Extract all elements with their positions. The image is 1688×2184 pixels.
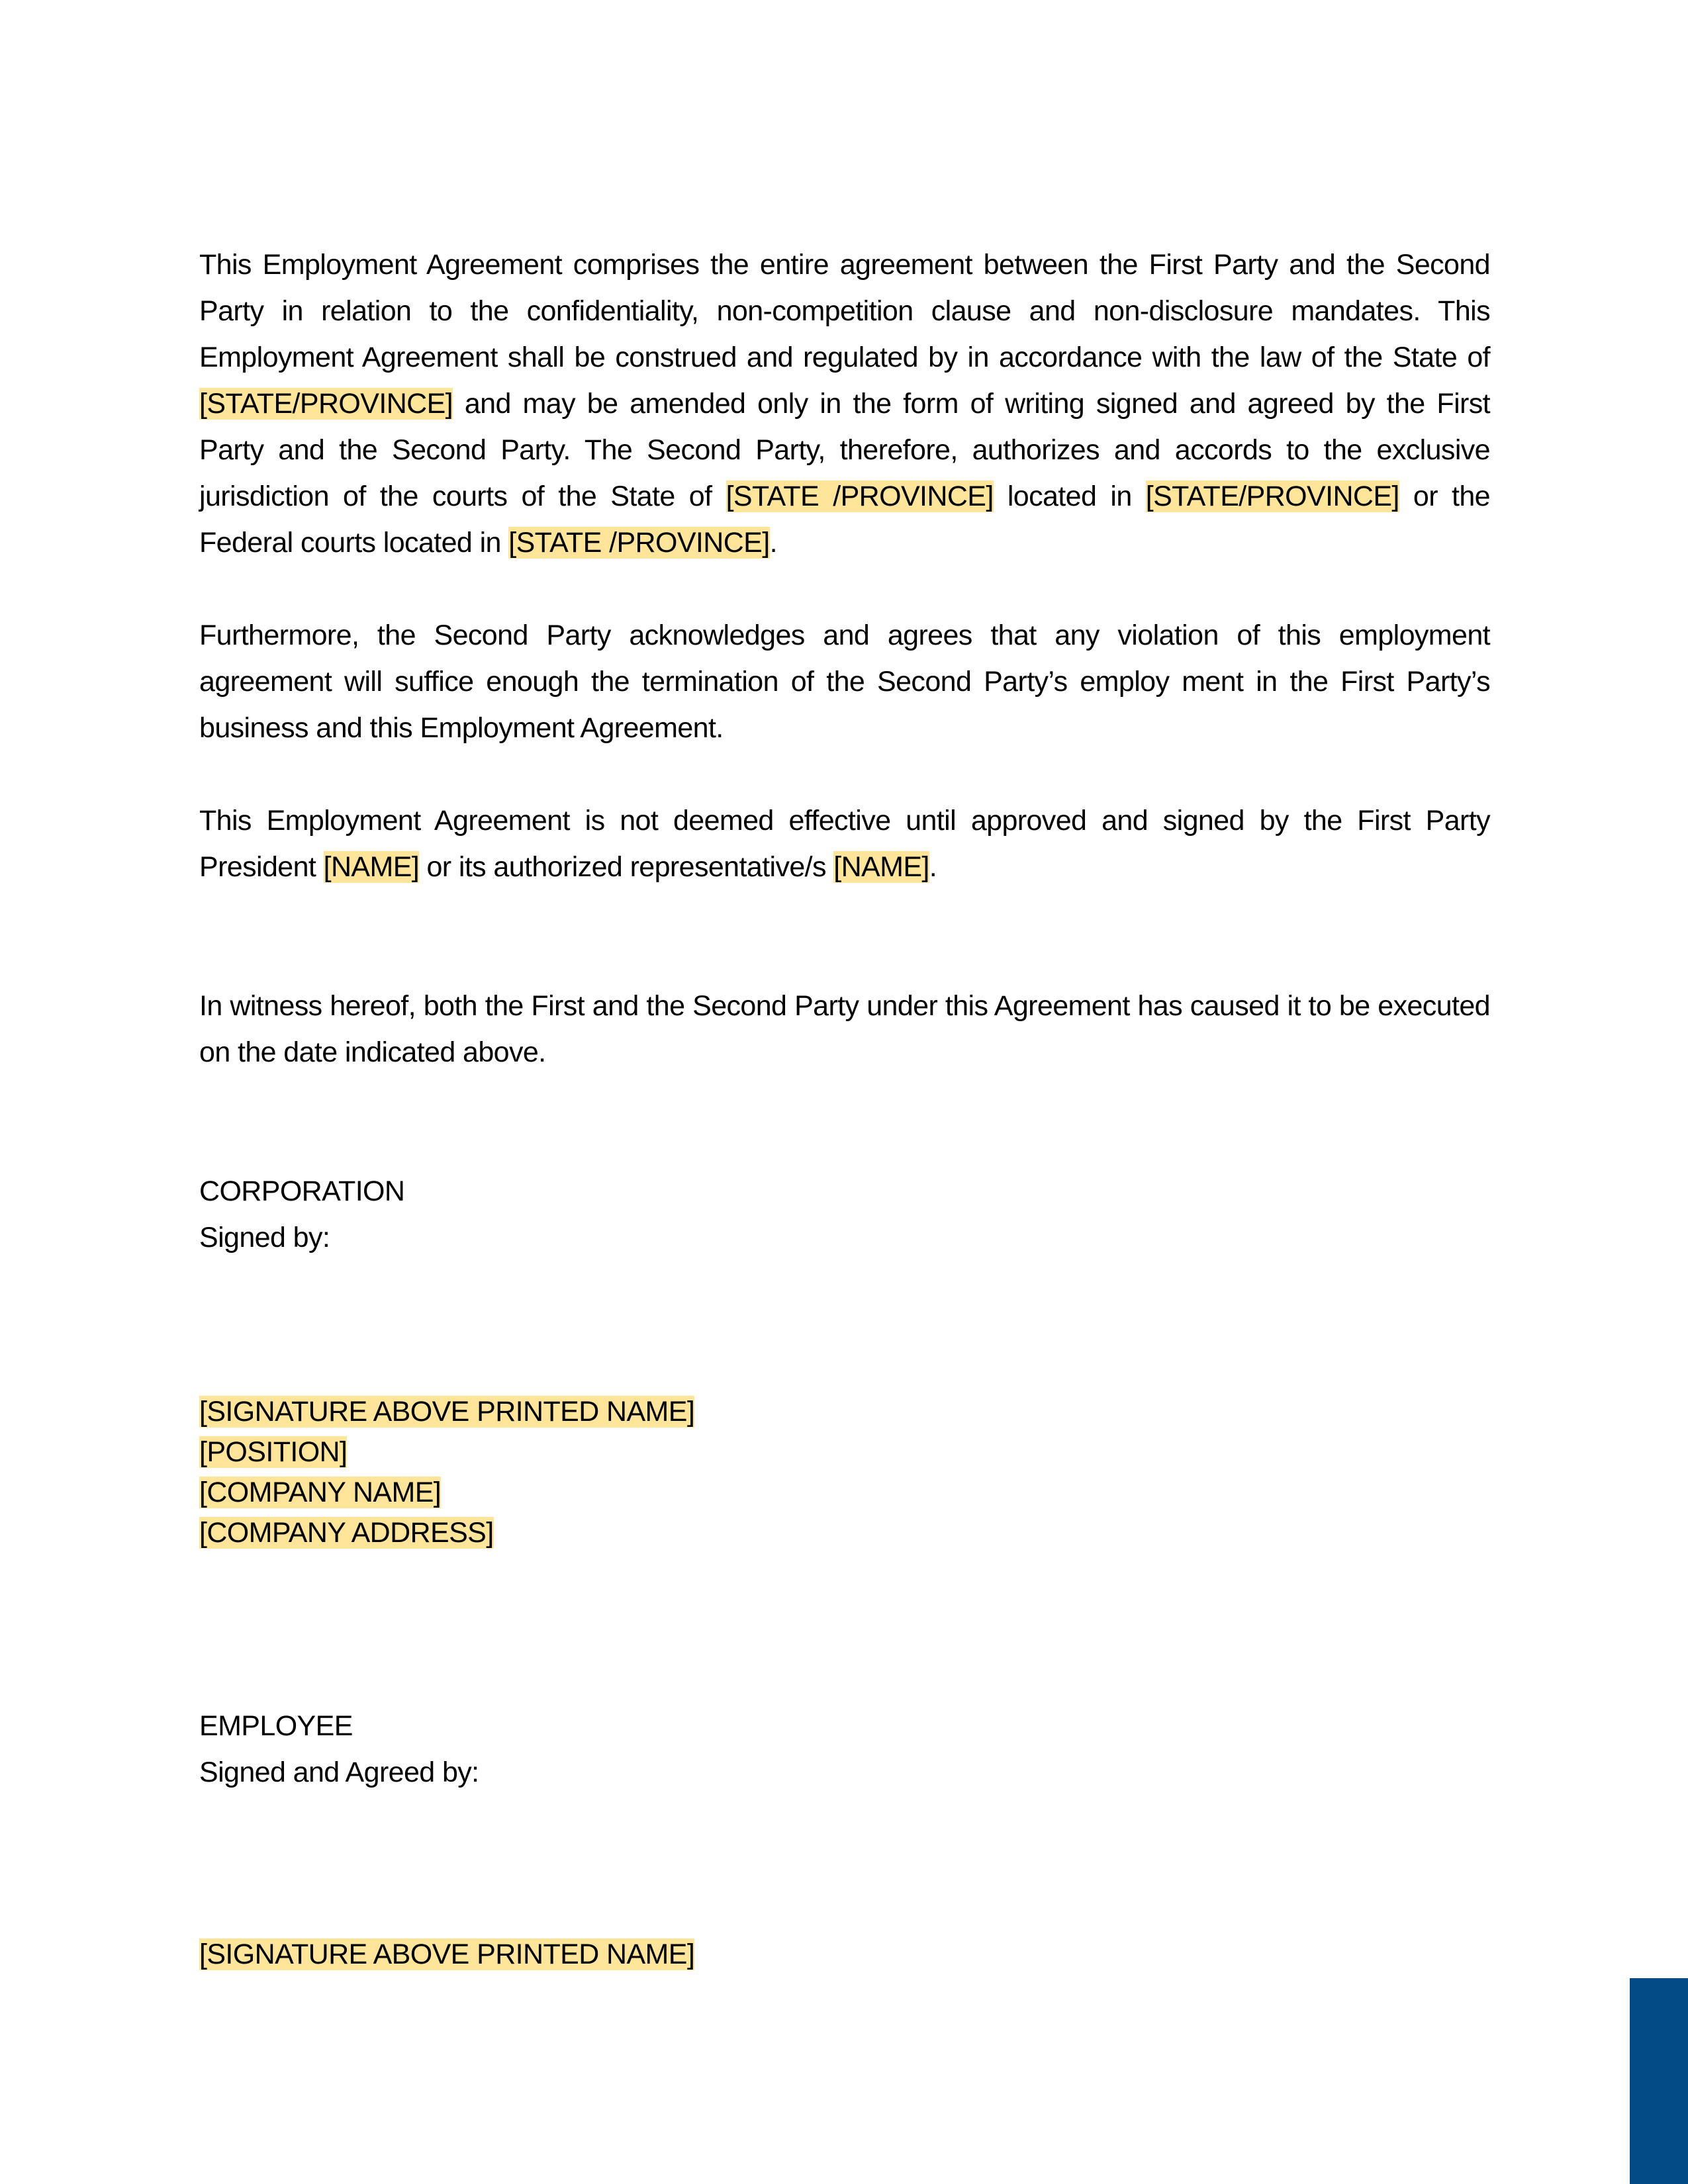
paragraph-text: This Employment Agreement is not deemed effective until approved and signed by the First Party President xyxy=(199,805,1490,883)
signature-space xyxy=(199,1796,1490,1934)
placeholder-name: [NAME] xyxy=(323,851,420,883)
employee-signed-label: Signed and Agreed by: xyxy=(199,1756,479,1788)
placeholder-name: [NAME] xyxy=(833,851,929,883)
paragraph-text: . xyxy=(769,527,777,559)
corporation-signature-section xyxy=(199,1168,1490,1553)
employee-signature-section xyxy=(199,1703,1490,1975)
placeholder-position: [POSITION] xyxy=(199,1436,348,1468)
document-body xyxy=(199,242,1490,1975)
paragraph-text: located in xyxy=(993,480,1146,512)
paragraph-text: and may be amended only in the form of writing signed and agreed by the First Party and the Second Party. The Second Party, therefore, authorizes and accords to the exclusive jurisdiction of the courts of the State of xyxy=(199,388,1490,512)
corporation-signed-label: Signed by: xyxy=(199,1222,330,1253)
employee-heading: EMPLOYEE xyxy=(199,1710,353,1742)
employee-signature-block xyxy=(199,1934,1490,1975)
signature-line xyxy=(199,1392,1490,1432)
placeholder-state-province: [STATE /PROVINCE] xyxy=(508,527,770,559)
placeholder-state-province: [STATE/PROVINCE] xyxy=(199,388,453,420)
decorative-corner-bar xyxy=(1630,1978,1688,2184)
signature-space xyxy=(199,1261,1490,1392)
corporation-heading: CORPORATION xyxy=(199,1175,405,1207)
signature-line xyxy=(199,1934,1490,1975)
paragraph-text: or the Federal courts located in xyxy=(199,480,1490,559)
paragraph-effectiveness xyxy=(199,797,1490,890)
paragraph-governing-law xyxy=(199,242,1490,566)
spacer xyxy=(199,1553,1490,1703)
paragraph-text: This Employment Agreement comprises the entire agreement between the First Party and the Second Party in relation to the confidentiality, non-competition clause and non-disclosure mandates. This Employment Agreement shall be construed and regulated by in accordance with the law of the State of xyxy=(199,249,1490,373)
spacer xyxy=(199,1075,1490,1168)
company-address-line xyxy=(199,1513,1490,1553)
placeholder-company-name: [COMPANY NAME] xyxy=(199,1477,442,1508)
placeholder-company-address: [COMPANY ADDRESS] xyxy=(199,1517,494,1549)
paragraph-text: or its authorized representative/s xyxy=(419,851,834,883)
spacer xyxy=(199,566,1490,612)
placeholder-signature: [SIGNATURE ABOVE PRINTED NAME] xyxy=(199,1938,695,1970)
placeholder-state-province: [STATE /PROVINCE] xyxy=(726,480,994,512)
corporation-signature-block xyxy=(199,1392,1490,1553)
placeholder-state-province: [STATE/PROVINCE] xyxy=(1145,480,1399,512)
paragraph-text: . xyxy=(929,851,937,883)
spacer xyxy=(199,751,1490,797)
spacer xyxy=(199,890,1490,983)
company-name-line xyxy=(199,1473,1490,1513)
paragraph-violation: Furthermore, the Second Party acknowledges and agrees that any violation of this employment agreement will suffice enough the termination of the Second Party’s employ ment in the First Party’s business and this Employment Agreement. xyxy=(199,619,1490,744)
placeholder-signature: [SIGNATURE ABOVE PRINTED NAME] xyxy=(199,1396,695,1428)
position-line xyxy=(199,1432,1490,1473)
paragraph-witness: In witness hereof, both the First and the Second Party under this Agreement has caused it to be executed on the date indicated above. xyxy=(199,990,1490,1068)
